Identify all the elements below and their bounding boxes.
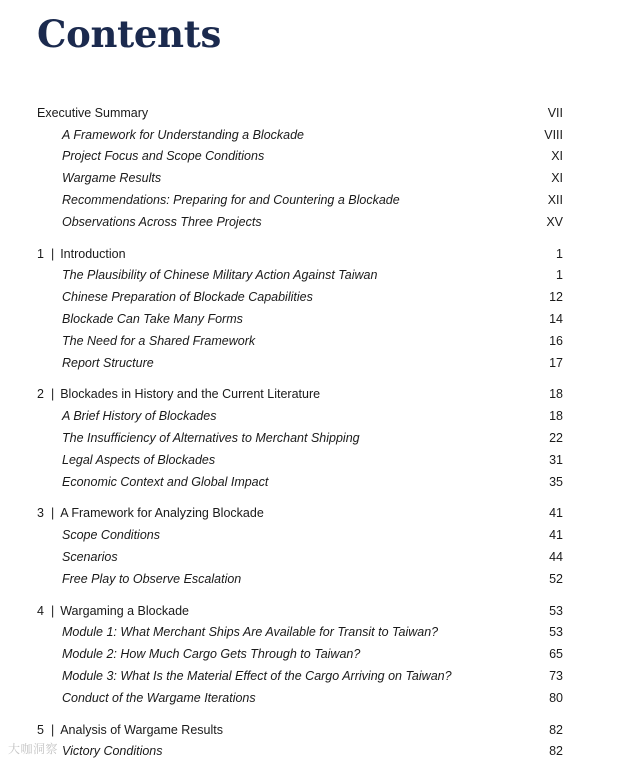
toc-subsection-title: The Need for a Shared Framework [62,333,256,348]
toc-separator: | [50,722,55,737]
toc-subsection-entry[interactable] [37,211,563,233]
toc-chapter-entry[interactable] [37,384,563,406]
toc-subsection-title: Wargame Results [62,171,162,186]
toc-subsection-title: Project Focus and Scope Conditions [62,149,265,164]
toc-page-number: 65 [549,647,563,662]
toc-subsection-entry[interactable] [37,352,563,374]
toc-chapter-number: 2 [37,387,44,402]
toc-chapter-title: A Framework for Analyzing Blockade [60,506,264,521]
toc-chapter-number: 3 [37,506,44,521]
toc-page-number: 44 [549,550,563,565]
toc-page-number: 82 [549,744,563,759]
toc-subsection-title: The Insufficiency of Alternatives to Merchant Shipping [62,431,360,446]
toc-subsection-entry[interactable] [37,189,563,211]
toc-subsection-title: Conduct of the Wargame Iterations [62,690,256,705]
toc-page-number: 18 [549,409,563,424]
toc-subsection-title: Economic Context and Global Impact [62,474,269,489]
toc-page-number: 35 [549,474,563,489]
toc-subsection-entry[interactable] [37,643,563,665]
toc-page-number: XI [551,171,563,186]
toc-chapter-number: 5 [37,722,44,737]
toc-chapter-title: Blockades in History and the Current Literature [60,387,321,402]
toc-subsection-title: Victory Conditions [62,744,163,759]
toc-subsection-entry[interactable] [37,124,563,146]
toc-subsection-title: Blockade Can Take Many Forms [62,312,243,327]
toc-section [37,384,563,493]
toc-section [37,102,563,233]
toc-page-number: 53 [549,625,563,640]
toc-subsection-entry[interactable] [37,471,563,493]
toc-subsection-entry[interactable] [37,622,563,644]
toc-subsection-title: Recommendations: Preparing for and Countering a Blockade [62,193,400,208]
toc-chapter-number: 1 [37,246,44,261]
toc-page-number: XV [546,214,563,229]
toc-page-number: XII [547,193,563,208]
toc-chapter-title: Introduction [60,246,126,261]
toc-page-number: 80 [549,690,563,705]
toc-subsection-title: Legal Aspects of Blockades [62,452,216,467]
toc-chapter-title: Analysis of Wargame Results [60,722,223,737]
toc-page-number: 17 [549,355,563,370]
toc-chapter-entry[interactable] [37,503,563,525]
toc-chapter-heading [37,106,148,120]
toc-subsection-title: Observations Across Three Projects [62,214,262,229]
toc-section [37,719,563,763]
page-title: Contents [37,12,222,56]
toc-page-number: 52 [549,571,563,586]
toc-page-number: 31 [549,452,563,467]
toc-subsection-title: Chinese Preparation of Blockade Capabilities [62,290,313,305]
toc-subsection-title: Module 2: How Much Cargo Gets Through to Taiwan? [62,647,361,662]
toc-chapter-heading [37,387,320,401]
toc-page-number: XI [551,149,563,164]
toc-page-number: 14 [549,312,563,327]
toc-section [37,600,563,709]
toc-subsection-title: The Plausibility of Chinese Military Action Against Taiwan [62,268,378,283]
toc-subsection-title: A Framework for Understanding a Blockade [62,127,305,142]
toc-subsection-title: A Brief History of Blockades [62,409,217,424]
toc-subsection-title: Report Structure [62,355,154,370]
toc-chapter-heading [37,506,264,520]
toc-subsection-entry[interactable] [37,146,563,168]
toc-section [37,243,563,374]
toc-separator: | [50,603,55,618]
toc-subsection-entry[interactable] [37,427,563,449]
toc-chapter-heading [37,247,126,261]
toc-chapter-entry[interactable] [37,243,563,265]
toc-subsection-entry[interactable] [37,167,563,189]
toc-subsection-entry[interactable] [37,741,563,763]
toc-page-number: 82 [549,722,563,737]
toc-page-number: 18 [549,387,563,402]
toc-page-number: VII [547,105,563,120]
toc-page-number: VIII [544,127,563,142]
toc-page-number: 16 [549,333,563,348]
toc-chapter-entry[interactable] [37,719,563,741]
toc-page-number: 73 [549,669,563,684]
toc-chapter-heading [37,604,189,618]
toc-chapter-entry[interactable] [37,102,563,124]
toc-chapter-title: Executive Summary [37,105,149,120]
toc-subsection-entry[interactable] [37,265,563,287]
toc-subsection-title: Scenarios [62,550,118,565]
toc-subsection-entry[interactable] [37,524,563,546]
toc-page-number: 1 [556,246,563,261]
toc-subsection-title: Module 1: What Merchant Ships Are Available for Transit to Taiwan? [62,625,439,640]
toc-separator: | [50,387,55,402]
toc-subsection-entry[interactable] [37,405,563,427]
toc-chapter-heading [37,723,223,737]
toc-subsection-entry[interactable] [37,665,563,687]
table-of-contents [37,102,563,762]
toc-page-number: 12 [549,290,563,305]
toc-subsection-title: Scope Conditions [62,528,160,543]
toc-subsection-entry[interactable] [37,449,563,471]
toc-subsection-entry[interactable] [37,308,563,330]
toc-chapter-title: Wargaming a Blockade [60,603,189,618]
toc-page-number: 41 [549,528,563,543]
toc-page-number: 41 [549,506,563,521]
toc-separator: | [50,506,55,521]
toc-subsection-title: Free Play to Observe Escalation [62,571,242,586]
watermark: 大咖洞察 [8,742,59,756]
toc-page-number: 22 [549,431,563,446]
toc-subsection-entry[interactable] [37,568,563,590]
toc-chapter-entry[interactable] [37,600,563,622]
toc-subsection-title: Module 3: What Is the Material Effect of the Cargo Arriving on Taiwan? [62,669,452,684]
toc-subsection-entry[interactable] [37,687,563,709]
toc-page-number: 53 [549,603,563,618]
toc-separator: | [50,246,55,261]
toc-subsection-entry[interactable] [37,286,563,308]
toc-section [37,503,563,590]
toc-subsection-entry[interactable] [37,330,563,352]
toc-chapter-number: 4 [37,603,44,618]
toc-page-number: 1 [556,268,563,283]
toc-subsection-entry[interactable] [37,546,563,568]
